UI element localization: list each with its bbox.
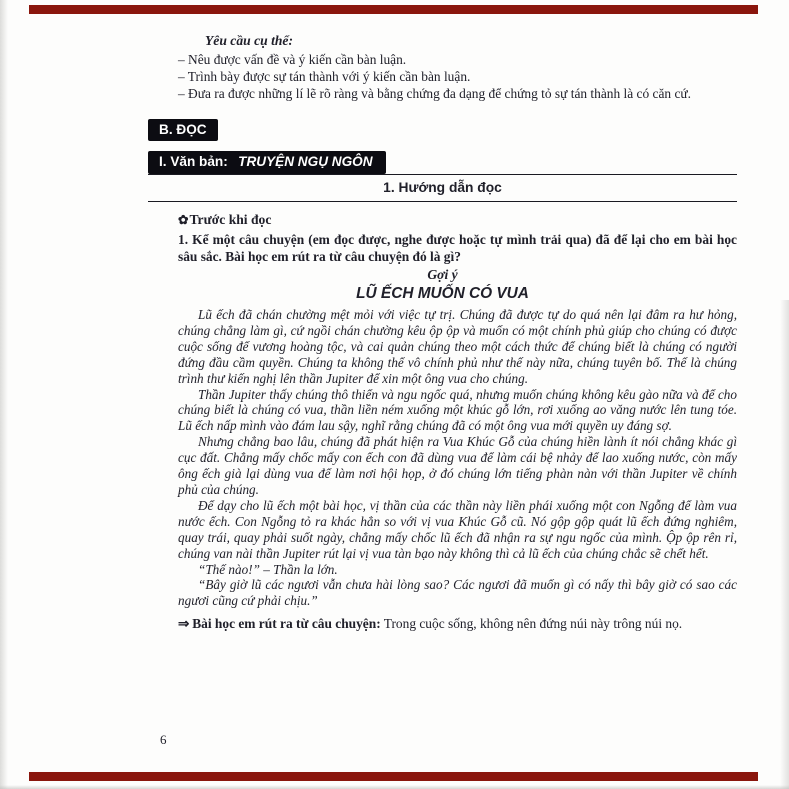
pre-reading-row [178,211,737,229]
requirement-item: – Đưa ra được những lí lẽ rõ ràng và bằng chứng đa dạng để chứng tỏ sự tán thành là có căn cứ. [178,86,692,101]
conclusion-text: Trong cuộc sống, không nên đứng núi này trông núi nọ. [383,616,683,632]
dialogue-line: “Thế nào!” – Thần la lớn. [198,561,338,577]
bottom-red-bar [29,772,758,781]
requirement-item: – Trình bày được sự tán thành với ý kiến cần bàn luận. [178,69,471,84]
section-badge: B. ĐỌC [148,119,218,141]
story-paragraph: Thần Jupiter thấy chúng thô thiển và ngu ngốc quá, nhưng muốn chúng không kêu gào nữa và để cho chúng biết là chúng có vua, thần liền ném xuống một khúc gỗ lớn, rơi xuống ao văng nước lên tung tóe. Lũ ếch nấp mình vào đám lau sậy, nghĩ rằng chúng đã có một ông vua mới quyền uy đáng sợ. [178,386,737,434]
requirement-item: – Nêu được vấn đề và ý kiến cần bàn luận. [178,52,407,67]
conclusion-lead: Bài học em rút ra từ câu chuyện: [192,616,381,632]
pre-reading-label: Trước khi đọc [189,212,272,227]
top-red-bar [29,5,758,14]
scan-edge-right [780,300,789,789]
dialogue-line: “Bây giờ lũ các ngươi vẫn chưa hài lòng sao? Các ngươi đã muốn gì có nấy thì bây giờ có sao các ngươi cũng cứ phải chịu.” [178,577,737,609]
hint-label: Gợi ý [427,267,458,282]
lesson-heading: 1. Hướng dẫn đọc [148,175,737,202]
story-paragraph: Nhưng chẳng bao lâu, chúng đã phát hiện ra Vua Khúc Gỗ của chúng hiền lành ít nói chẳng khác gì cục đất. Chẳng mấy chốc mấy con ếch con đã dùng vua để làm cái bệ nhảy để lao xuống nước, còn mấy ông ếch già lại dùng vua để làm nơi hội họp, ở đó chúng lớn tiếng phàn nàn với thần Jupiter về chính phủ của chúng. [178,434,737,497]
requirements-list [178,51,737,102]
page-number: 6 [160,732,167,747]
flower-icon: ✿ [178,213,189,227]
story-paragraph: Để dạy cho lũ ếch một bài học, vị thần của các thần này liền phái xuống một con Ngỗng để làm vua nước ếch. Con Ngỗng tỏ ra khác hẳn so với vị vua Khúc Gỗ cũ. Nó gộp gộp quát lũ ếch đứng nghiêm, quay trái, quay phải suốt ngày, chẳng mấy chốc lũ ếch đã nhận ra sự ngu ngốc của mình. Ộp ộp rên rỉ, chúng van nài thần Jupiter rút lại vị vua tàn bạo này không thì cả lũ ếch của chúng chắc sẽ chết hết. [178,497,737,561]
section-row [148,102,737,141]
page-content [148,32,737,632]
subsection-title: TRUYỆN NGỤ NGÔN [238,154,373,169]
lesson-conclusion [160,615,737,632]
arrow-icon: ⇒ [178,616,190,632]
scan-edge-left [0,0,8,789]
scan-edge-bottom [0,785,789,789]
story-body [148,307,737,609]
story-title: LŨ ẾCH MUỐN CÓ VUA [356,285,529,302]
subsection-prefix: I. Văn bản: [159,154,228,169]
subsection-badge [148,151,386,174]
story-paragraph: Lũ ếch đã chán chường mệt mỏi với việc tự trị. Chúng đã được tự do quá nên lại đâm ra hư hỏng, chúng chẳng làm gì, cứ ngồi chán chường kêu ộp ộp và muốn có một chính phủ giúp cho chúng có được cuộc sống đế vương hoàng tộc, và cai quản chúng theo một cách thức để chúng biết là chúng có người đứng đầu cầm quyền. Chúng ta không thể vô chính phủ như thế này nữa, chúng tuyên bố. Thế là chúng trình thư kiến nghị lên thần Jupiter để xin một ông vua cho chúng. [178,307,737,386]
subsection-row [148,151,737,175]
requirements-heading: Yêu cầu cụ thể: [205,33,293,48]
question-text: 1. Kể một câu chuyện (em đọc được, nghe được hoặc tự mình trải qua) đã để lại cho em bài học sâu sắc. Bài học em rút ra từ câu chuyện đó là gì? [178,232,737,264]
